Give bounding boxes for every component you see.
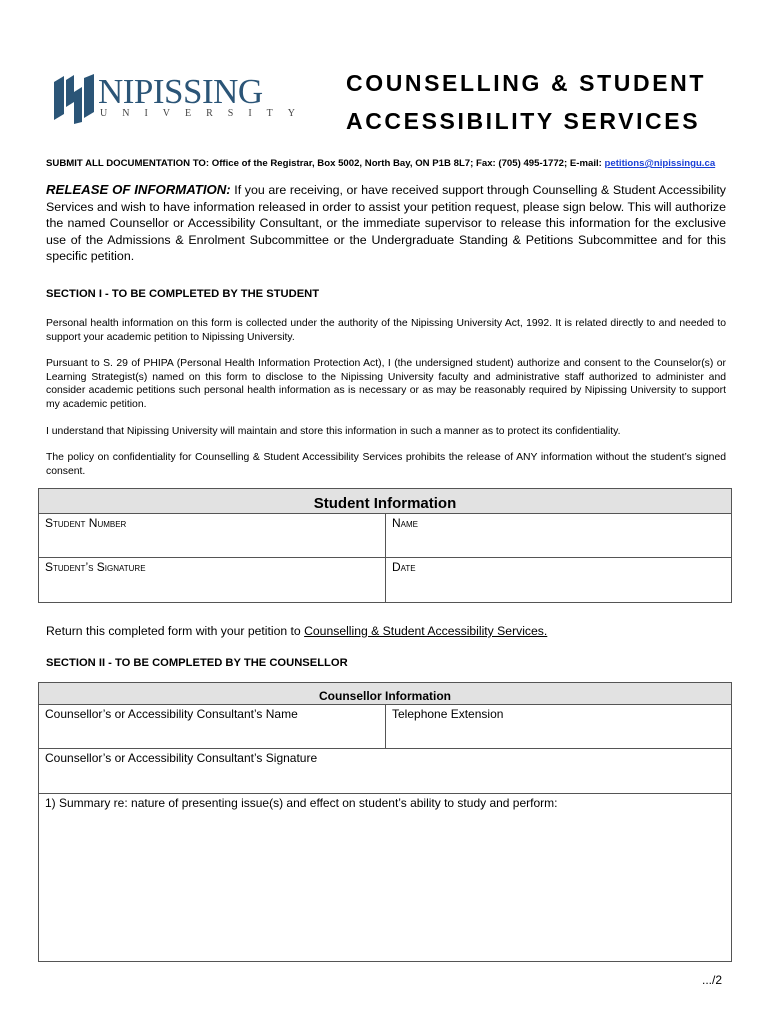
return-instructions: [46, 624, 547, 638]
submit-text: SUBMIT ALL DOCUMENTATION TO: Office of the Registrar, Box 5002, North Bay, ON P1B 8L7; Fax: (705) 495-1772; E-mail:: [46, 158, 605, 169]
field-label: Student’s Signature: [45, 560, 146, 574]
field-label: 1) Summary re: nature of presenting issue(s) and effect on student’s ability to study and perform:: [45, 796, 558, 810]
summary-field[interactable]: [39, 794, 732, 962]
page-title: [346, 64, 706, 140]
name-field[interactable]: [386, 514, 732, 558]
telephone-extension-field[interactable]: [386, 705, 732, 749]
return-link: Counselling & Student Accessibility Services.: [304, 624, 548, 638]
table-title: Student Information: [39, 489, 732, 514]
section-1-heading: SECTION I - TO BE COMPLETED BY THE STUDENT: [46, 288, 320, 300]
field-label: Telephone Extension: [392, 707, 504, 721]
logo-subtitle: UNIVERSITY: [100, 108, 310, 119]
field-label: Date: [392, 560, 416, 574]
logo-mark-icon: [52, 74, 96, 124]
counsellor-information-table: [38, 682, 732, 962]
release-text: If you are receiving, or have received support through Counselling & Student Accessibility Services and wish to have information released in order to assist your petition request, please sign below. This will authorize the named Counsellor or Accessibility Consultant, or the immediate supervisor to release this information for the exclusive use of the Admissions & Enrolment Subcommittee or the Undergraduate Standing & Petitions Subcommittee and for this specific petition.: [46, 183, 726, 263]
paragraph: Personal health information on this form is collected under the authority of the Nipissing University Act, 1992. It is related directly to and needed to support your academic petition to Nipissing University.: [46, 318, 726, 343]
page-number: .../2: [701, 973, 722, 987]
release-paragraph: [46, 182, 726, 265]
field-label: Counsellor’s or Accessibility Consultant’s Name: [45, 707, 298, 721]
student-information-table: [38, 488, 732, 603]
student-number-field[interactable]: [39, 514, 386, 558]
counsellor-name-field[interactable]: [39, 705, 386, 749]
date-field[interactable]: [386, 558, 732, 603]
title-line-1: COUNSELLING & STUDENT: [346, 70, 706, 96]
paragraph: Pursuant to S. 29 of PHIPA (Personal Health Information Protection Act), I (the undersigned student) authorize and consent to the Counselor(s) or Learning Strategist(s) named on this form to disclose to the Nipissing University faculty and administrative staff authorized to administer and consider academic petitions such personal health information as is necessary or as may be reasonably required by Nipissing University to support my academic petition.: [46, 358, 726, 410]
field-label: Name: [392, 516, 419, 530]
student-signature-field[interactable]: [39, 558, 386, 603]
return-text: Return this completed form with your petition to: [46, 624, 305, 638]
title-line-2: ACCESSIBILITY SERVICES: [346, 108, 701, 134]
field-label: Student Number: [45, 516, 127, 530]
counsellor-signature-field[interactable]: [39, 749, 732, 794]
email-link[interactable]: petitions@nipissingu.ca: [604, 158, 716, 169]
section-2-heading: SECTION II - TO BE COMPLETED BY THE COUNSELLOR: [46, 657, 348, 669]
logo-wordmark: NIPISSING: [98, 72, 263, 111]
submit-instructions: [46, 158, 715, 169]
nipissing-logo: [52, 72, 310, 124]
table-title: Counsellor Information: [39, 683, 732, 705]
release-label: RELEASE OF INFORMATION:: [46, 182, 231, 197]
paragraph: I understand that Nipissing University will maintain and store this information in such a manner as to protect its confidentiality.: [46, 426, 621, 437]
paragraph: The policy on confidentiality for Counselling & Student Accessibility Services prohibits the release of ANY information without the student’s signed consent.: [46, 452, 726, 477]
field-label: Counsellor’s or Accessibility Consultant’s Signature: [45, 751, 318, 765]
